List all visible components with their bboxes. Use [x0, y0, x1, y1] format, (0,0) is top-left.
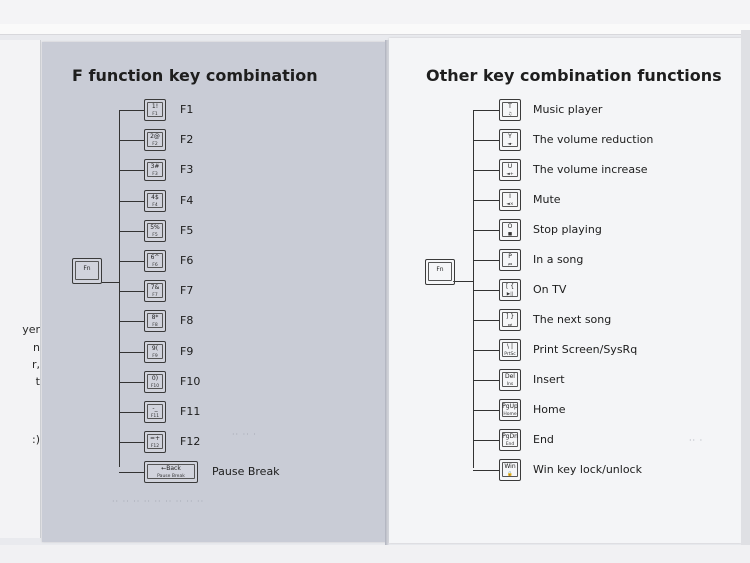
left-row-connector	[119, 231, 144, 232]
left-key-function-label: F7	[180, 284, 194, 298]
left-row-connector	[119, 140, 144, 141]
right-key-cap	[499, 189, 521, 211]
right-key-sublegend: 🔒	[507, 472, 513, 477]
left-row-connector	[119, 382, 144, 383]
right-key-legend: O	[507, 223, 513, 230]
right-row-connector	[473, 110, 499, 111]
right-key-function-label: Home	[533, 403, 566, 416]
right-row-connector	[473, 200, 499, 201]
left-tree-trunk	[119, 110, 120, 467]
left-key-cap	[144, 431, 166, 453]
left-key-sublegend: Pause Break	[157, 474, 185, 480]
left-row-connector	[119, 352, 144, 353]
right-key-sublegend: Ins	[506, 382, 514, 387]
left-key-sublegend: F9	[152, 353, 158, 359]
right-key-cap	[499, 279, 521, 301]
right-page-title: Other key combination functions	[426, 66, 722, 85]
left-key-sublegend: F2	[152, 142, 158, 148]
left-key-cap	[144, 250, 166, 272]
right-key-cap	[499, 219, 521, 241]
left-key-function-label: F12	[180, 435, 201, 449]
bleed-through-text: ·· ·	[689, 436, 704, 445]
left-row-connector	[119, 442, 144, 443]
left-key-legend: -_	[152, 405, 158, 412]
right-fn-key-label: Fn	[436, 266, 444, 273]
right-key-sublegend: ⏭	[507, 323, 513, 328]
right-key-cap	[499, 429, 521, 451]
left-key-legend: 4$	[151, 193, 159, 201]
right-key-function-label: End	[533, 433, 554, 446]
left-key-legend: 0)	[151, 374, 159, 382]
right-key-cap	[499, 369, 521, 391]
left-key-function-label: F11	[180, 405, 201, 418]
right-key-function-label: The volume increase	[533, 163, 648, 176]
left-key-function-label: Pause Break	[212, 465, 280, 479]
scrap-text-2: n	[33, 341, 40, 354]
left-key-function-label: F8	[180, 314, 194, 328]
right-key-sublegend: ◄-	[507, 142, 513, 147]
bleed-through-text: ·· ·· ·· ·· ·· ·· ·· ·· ··	[112, 497, 205, 506]
left-row-connector	[119, 321, 144, 322]
right-tree-trunk	[473, 110, 474, 468]
left-key-sublegend: F6	[152, 263, 158, 268]
right-key-cap	[499, 399, 521, 421]
right-key-cap	[499, 459, 521, 481]
right-key-cap	[499, 249, 521, 271]
left-page	[42, 42, 387, 542]
left-key-cap	[144, 190, 166, 212]
left-key-legend: 2@	[150, 133, 160, 141]
left-key-cap	[144, 159, 166, 181]
left-key-sublegend: F10	[150, 383, 160, 389]
left-key-sublegend: F12	[150, 444, 160, 450]
right-key-legend: U	[507, 163, 513, 170]
left-key-function-label: F3	[180, 163, 194, 177]
right-key-legend: Win	[504, 463, 516, 470]
right-key-sublegend: End	[505, 442, 515, 447]
left-key-legend: 8*	[151, 314, 159, 322]
left-row-connector	[119, 291, 144, 292]
right-key-legend: PgUp	[502, 403, 518, 410]
left-key-legend: 9(	[151, 344, 159, 352]
left-key-cap	[144, 99, 166, 121]
left-fn-key	[72, 258, 102, 284]
right-key-sublegend: Home	[503, 412, 517, 417]
left-key-function-label: F2	[180, 133, 194, 147]
right-key-legend: P	[508, 253, 512, 260]
right-row-connector	[473, 230, 499, 231]
right-fn-key	[425, 259, 455, 285]
right-key-function-label: Win key lock/unlock	[533, 463, 642, 476]
left-key-function-label: F10	[180, 374, 201, 388]
right-key-function-label: The volume reduction	[533, 133, 654, 146]
right-key-function-label: Print Screen/SysRq	[533, 343, 638, 356]
left-key-legend: =+	[149, 435, 161, 443]
right-fn-connector	[453, 281, 473, 282]
right-key-legend: Del	[505, 373, 515, 380]
right-key-function-label: Mute	[533, 193, 561, 206]
right-page-edge	[741, 30, 750, 545]
left-key-cap	[144, 220, 166, 242]
left-key-cap	[144, 461, 198, 483]
right-key-function-label: In a song	[533, 253, 584, 266]
left-key-function-label: F1	[180, 103, 194, 116]
right-key-cap	[499, 159, 521, 181]
right-row-connector	[473, 350, 499, 351]
right-row-connector	[473, 380, 499, 381]
desk-surface-bottom	[0, 545, 750, 563]
right-key-sublegend: ♫	[507, 112, 513, 117]
right-key-sublegend: ■	[507, 232, 513, 237]
left-key-function-label: F9	[180, 344, 194, 358]
left-page-scrap	[0, 40, 41, 538]
right-row-connector	[473, 470, 499, 471]
left-key-legend: 7&	[150, 284, 160, 292]
scrap-text-5: :)	[32, 433, 40, 446]
right-key-legend: T	[508, 103, 512, 110]
left-key-legend: 5%	[150, 223, 160, 231]
left-key-sublegend: F11	[150, 414, 160, 419]
right-key-sublegend: PrtSc	[504, 352, 516, 357]
right-key-legend: I	[509, 193, 511, 200]
left-key-cap	[144, 280, 166, 302]
left-key-cap	[144, 401, 166, 423]
right-key-legend: Y	[508, 133, 512, 140]
left-fn-connector	[102, 282, 119, 283]
left-fn-key-label: Fn	[83, 265, 91, 272]
right-row-connector	[473, 290, 499, 291]
right-row-connector	[473, 320, 499, 321]
right-key-sublegend: ◄×	[506, 202, 514, 207]
scrap-text-3: r,	[31, 358, 40, 371]
right-key-function-label: On TV	[533, 283, 567, 296]
right-row-connector	[473, 440, 499, 441]
left-page-title: F function key combination	[72, 66, 318, 85]
left-row-connector	[119, 170, 144, 171]
scrap-text-4: t	[35, 375, 40, 388]
left-row-connector	[119, 201, 144, 202]
right-key-function-label: Music player	[533, 103, 603, 116]
right-key-function-label: Insert	[533, 373, 565, 386]
right-row-connector	[473, 140, 499, 141]
right-key-sublegend: ◄+	[506, 172, 514, 177]
back-sheet	[0, 24, 750, 35]
left-key-function-label: F5	[180, 223, 194, 237]
bleed-through-text: ·· ·· ·	[232, 430, 257, 439]
right-key-sublegend: ▶||	[506, 292, 514, 297]
left-key-legend: 3#	[150, 163, 160, 171]
left-row-connector	[119, 472, 144, 473]
right-row-connector	[473, 260, 499, 261]
right-key-cap	[499, 99, 521, 121]
left-key-function-label: F4	[180, 193, 194, 207]
right-page	[389, 38, 741, 543]
right-key-cap	[499, 309, 521, 331]
left-key-legend: 1!	[151, 103, 159, 110]
left-key-sublegend: F5	[152, 232, 158, 238]
right-key-function-label: The next song	[533, 313, 612, 326]
right-row-connector	[473, 410, 499, 411]
left-key-cap	[144, 310, 166, 332]
left-row-connector	[119, 110, 144, 111]
left-key-sublegend: F1	[152, 112, 158, 117]
left-key-sublegend: F7	[152, 293, 158, 299]
left-key-sublegend: F8	[152, 323, 158, 329]
left-key-function-label: F6	[180, 254, 194, 267]
right-key-sublegend: ⏮	[507, 263, 513, 268]
left-key-cap	[144, 341, 166, 363]
right-key-cap	[499, 129, 521, 151]
right-key-cap	[499, 339, 521, 361]
right-key-function-label: Stop playing	[533, 223, 602, 236]
left-key-sublegend: F4	[152, 202, 158, 208]
left-key-cap	[144, 129, 166, 151]
left-row-connector	[119, 261, 144, 262]
right-row-connector	[473, 170, 499, 171]
right-key-legend: [ {	[505, 283, 515, 290]
left-key-legend: 6^	[150, 254, 160, 261]
right-key-legend: ] }	[505, 313, 515, 320]
left-key-cap	[144, 371, 166, 393]
left-row-connector	[119, 412, 144, 413]
scrap-text-1: yer	[22, 323, 40, 336]
right-key-legend: \ |	[507, 343, 513, 350]
right-key-legend: PgDn	[502, 433, 518, 440]
left-key-sublegend: F3	[152, 172, 158, 178]
left-key-legend: ←Back	[161, 465, 181, 473]
